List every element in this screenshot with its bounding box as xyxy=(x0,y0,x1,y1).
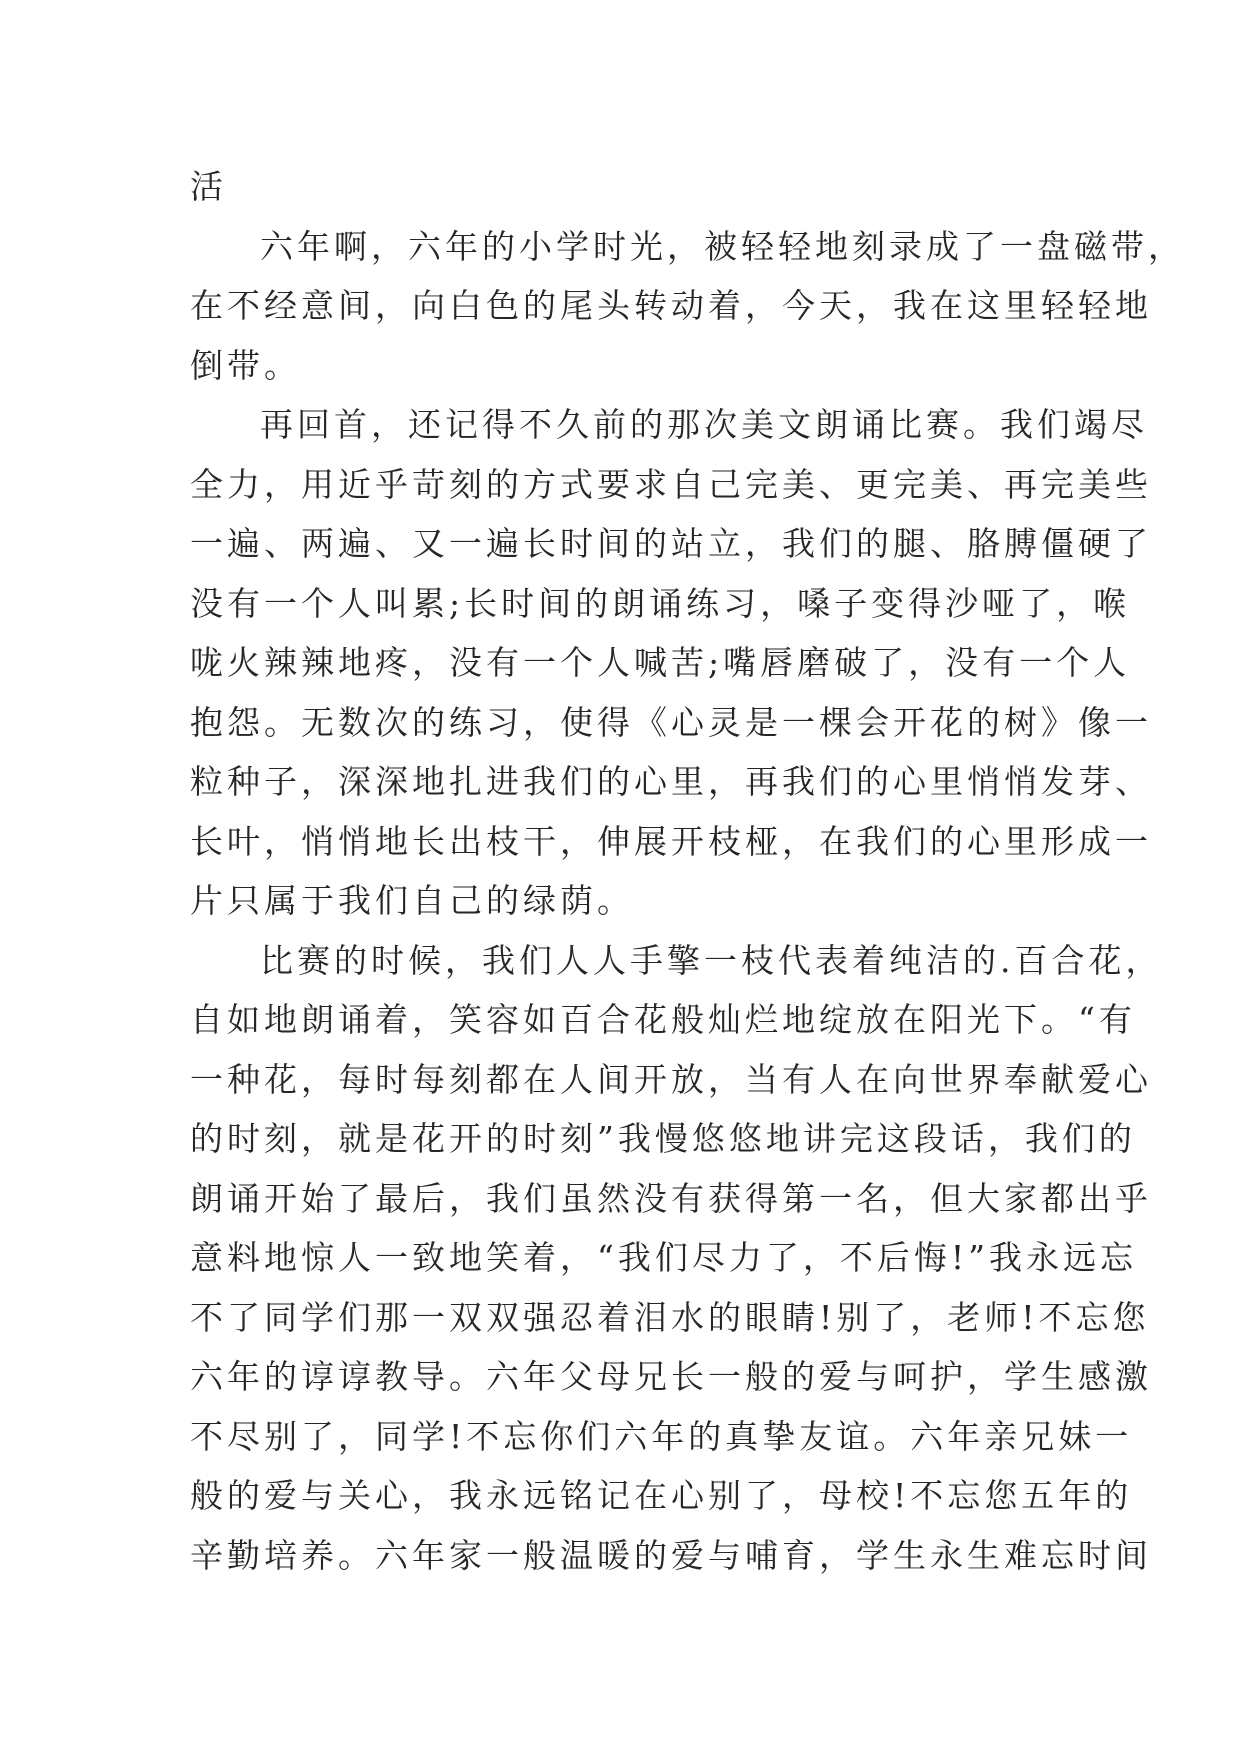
text-line: 六年的谆谆教导。六年父母兄长一般的爱与呵护，学生感激 xyxy=(190,1357,1152,1396)
text-line: 的时刻，就是花开的时刻”我慢悠悠地讲完这段话，我们的 xyxy=(190,1119,1136,1158)
text-line: 一种花，每时每刻都在人间开放，当有人在向世界奉献爱心 xyxy=(190,1059,1152,1099)
text-line: 般的爱与关心，我永远铭记在心别了，母校!不忘您五年的 xyxy=(190,1476,1133,1515)
text-line: 全力，用近乎苛刻的方式要求自己完美、更完美、再完美些 xyxy=(190,464,1152,504)
text-line: 片只属于我们自己的绿荫。 xyxy=(190,881,634,920)
text-line: 朗诵开始了最后，我们虽然没有获得第一名，但大家都出乎 xyxy=(190,1178,1152,1218)
text-line: 不了同学们那一双双强忍着泪水的眼睛!别了，老师!不忘您 xyxy=(190,1297,1150,1337)
text-line: 一遍、两遍、又一遍长时间的站立，我们的腿、胳膊僵硬了 xyxy=(190,524,1152,563)
text-line: 粒种子，深深地扎进我们的心里，再我们的心里悄悄发芽、 xyxy=(190,762,1152,801)
text-line: 再回首，还记得不久前的那次美文朗诵比赛。我们竭尽 xyxy=(260,405,1148,444)
text-line: 不尽别了，同学!不忘你们六年的真挚友谊。六年亲兄妹一 xyxy=(190,1416,1133,1456)
text-line: 比赛的时候，我们人人手擎一枝代表着纯洁的.百合花， xyxy=(260,940,1163,980)
text-line: 倒带。 xyxy=(190,345,301,385)
text-line: 意料地惊人一致地笑着，“我们尽力了，不后悔!”我永远忘 xyxy=(190,1238,1138,1277)
text-line: 自如地朗诵着，笑容如百合花般灿烂地绽放在阳光下。“有 xyxy=(190,1000,1136,1039)
text-line: 咙火辣辣地疼，没有一个人喊苦;嘴唇磨破了，没有一个人 xyxy=(190,643,1131,682)
text-line: 抱怨。无数次的练习，使得《心灵是一棵会开花的树》像一 xyxy=(190,702,1152,742)
body-text xyxy=(190,157,1185,1585)
text-line: 活 xyxy=(190,167,227,206)
text-line: 辛勤培养。六年家一般温暖的爱与哺育，学生永生难忘时间 xyxy=(190,1535,1152,1575)
text-line: 六年啊，六年的小学时光，被轻轻地刻录成了一盘磁带， xyxy=(260,226,1185,266)
text-line: 在不经意间，向白色的尾头转动着，今天，我在这里轻轻地 xyxy=(190,286,1152,325)
text-line: 长叶，悄悄地长出枝干，伸展开枝桠，在我们的心里形成一 xyxy=(190,821,1152,861)
text-line: 没有一个人叫累;长时间的朗诵练习，嗓子变得沙哑了，喉 xyxy=(190,583,1131,623)
